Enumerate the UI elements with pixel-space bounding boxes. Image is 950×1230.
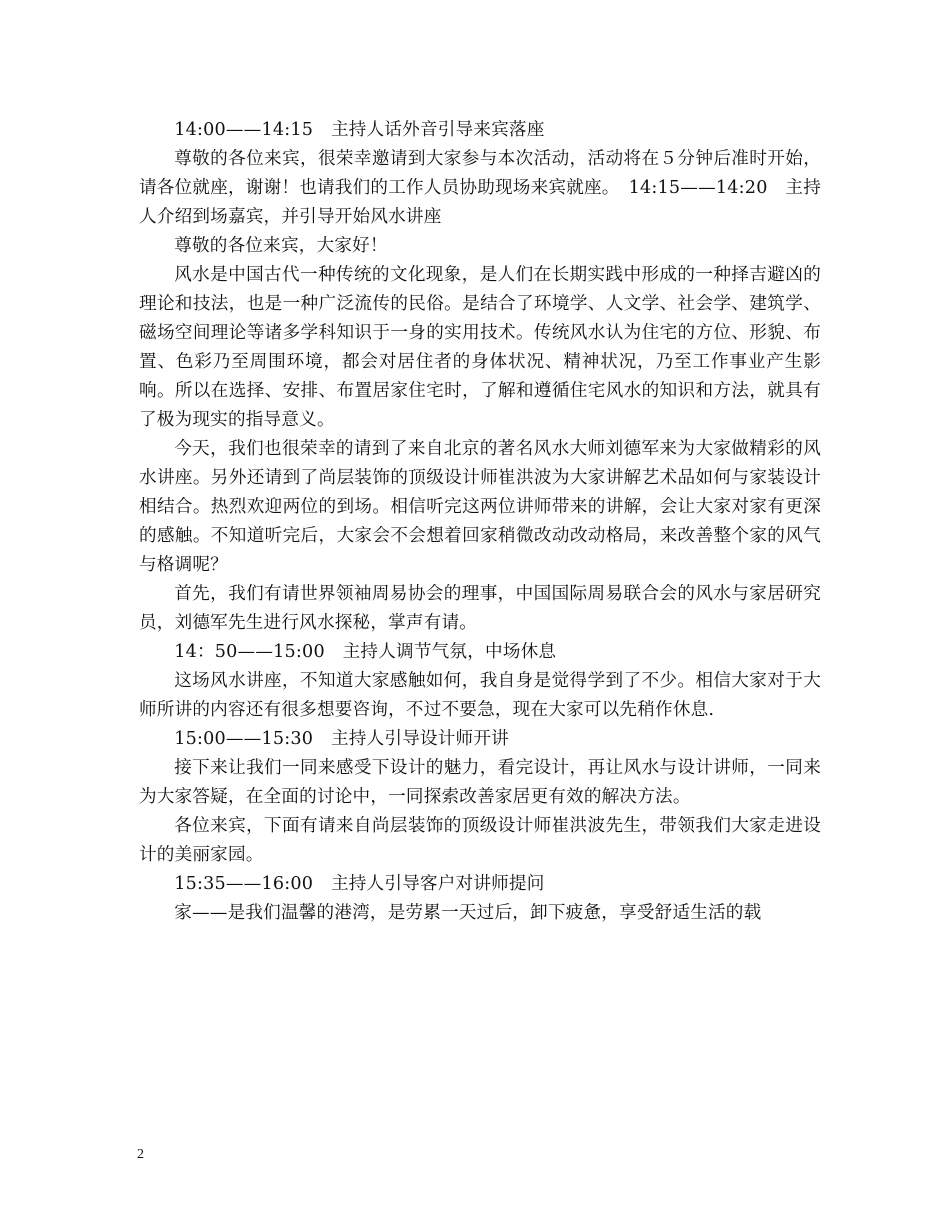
paragraph-schedule-1535: 15:35——16:00 主持人引导客户对讲师提问 <box>174 874 545 894</box>
paragraph-design-charm: 接下来让我们一同来感受下设计的魅力，看完设计，再让风水与设计讲师，一同来为大家答疑，在全面的讨论中，一同探索改善家居更有效的解决方法。 <box>139 758 821 807</box>
paragraph-greeting: 尊敬的各位来宾，大家好！ <box>174 236 388 256</box>
paragraph-guests-intro: 今天，我们也很荣幸的请到了来自北京的著名风水大师刘德军来为大家做精彩的风水讲座。另外还请到了尚层装饰的顶级设计师崔洪波为大家讲解艺术品如何与家装设计相结合。热烈欢迎两位的到场。相信听完这两位讲师带来的讲解，会让大家对家有更深的感触。不知道听完后，大家会不会想着回家稍微改动改动格局，来改善整个家的风气与格调呢？ <box>139 439 821 575</box>
page-number: 2 <box>137 1147 144 1162</box>
paragraph-invite-master: 首先，我们有请世界领袖周易协会的理事，中国国际周易联合会的风水与家居研究员，刘德军先生进行风水探秘，掌声有请。 <box>139 584 821 633</box>
paragraph-home-harbor: 家——是我们温馨的港湾，是劳累一天过后，卸下疲惫，享受舒适生活的载 <box>174 903 762 923</box>
paragraph-fengshui-intro: 风水是中国古代一种传统的文化现象，是人们在长期实践中形成的一种择吉避凶的理论和技法，也是一种广泛流传的民俗。是结合了环境学、人文学、社会学、建筑学、磁场空间理论等诸多学科知识于一身的实用技术。传统风水认为住宅的方位、形貌、布置、色彩乃至周围环境，都会对居住者的身体状况、精神状况，乃至工作事业产生影响。所以在选择、安排、布置居家住宅时，了解和遵循住宅风水的知识和方法，就具有了极为现实的指导意义。 <box>139 265 821 430</box>
paragraph-schedule-1450: 14：50——15:00 主持人调节气氛，中场休息 <box>174 642 557 662</box>
paragraph-break: 这场风水讲座，不知道大家感触如何，我自身是觉得学到了不少。相信大家对于大师所讲的内容还有很多想要咨询，不过不要急，现在大家可以先稍作休息. <box>139 671 821 720</box>
paragraph-schedule-1400: 14:00——14:15 主持人话外音引导来宾落座 <box>174 120 545 140</box>
paragraph-welcome-seating: 尊敬的各位来宾，很荣幸邀请到大家参与本次活动，活动将在５分钟后准时开始，请各位就座，谢谢！也请我们的工作人员协助现场来宾就座。 14:15——14:20 主持人介绍到场嘉宾，并引导开始风水讲座 <box>139 149 821 227</box>
document-body <box>139 116 821 928</box>
paragraph-invite-designer: 各位来宾，下面有请来自尚层装饰的顶级设计师崔洪波先生，带领我们大家走进设计的美丽家园。 <box>139 816 821 865</box>
paragraph-schedule-1500: 15:00——15:30 主持人引导设计师开讲 <box>174 729 509 749</box>
